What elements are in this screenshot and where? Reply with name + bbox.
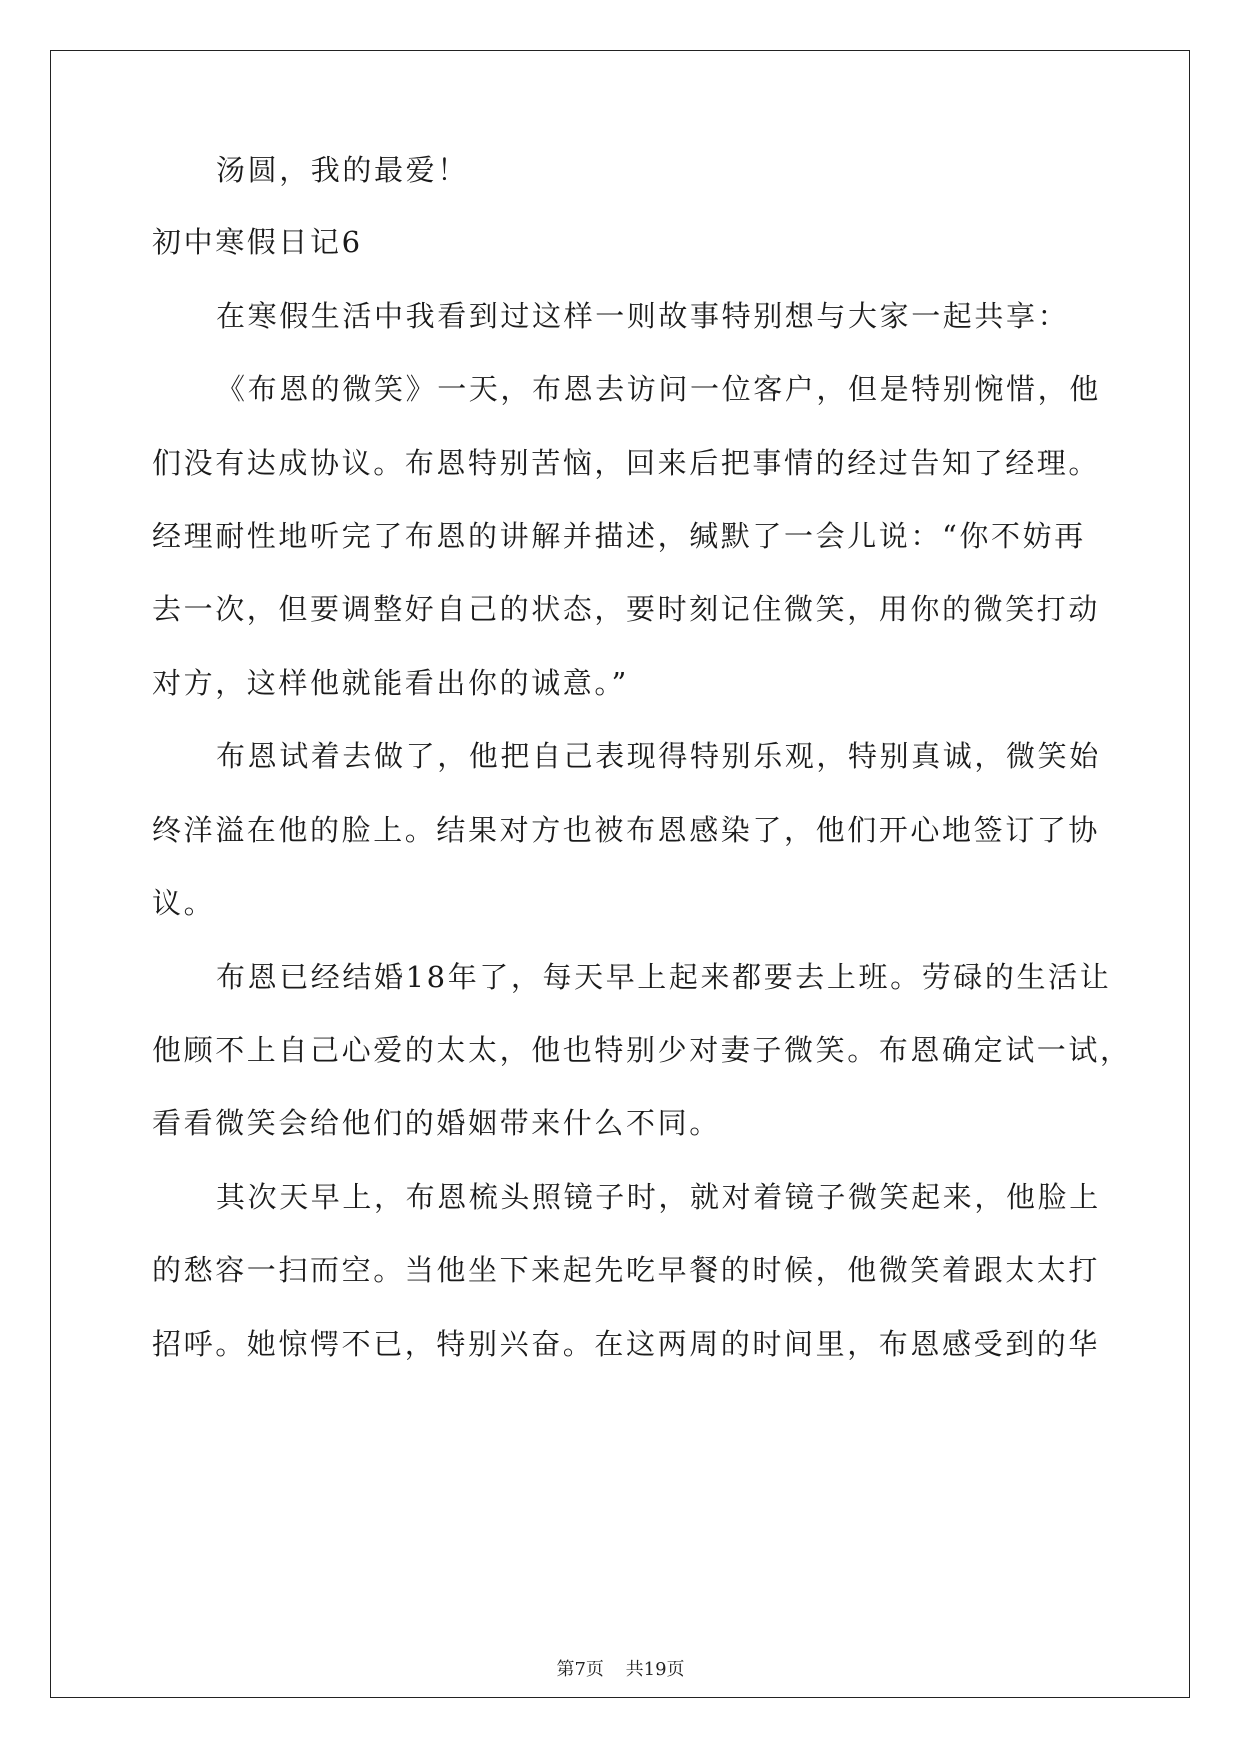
paragraph-line: 们没有达成协议。布恩特别苦恼，回来后把事情的经过告知了经理。 (152, 446, 1101, 480)
paragraph-line: 其次天早上，布恩梳头照镜子时，就对着镜子微笑起来，他脸上 (216, 1180, 1101, 1214)
paragraph-line: 布恩试着去做了，他把自己表现得特别乐观，特别真诚，微笑始 (216, 739, 1101, 773)
page-footer (0, 1658, 1241, 1682)
paragraph-line: 布恩已经结婚18年了，每天早上起来都要去上班。劳碌的生活让 (216, 960, 1112, 994)
page-number: 第7页 (556, 1659, 604, 1680)
paragraph-line: 去一次，但要调整好自己的状态，要时刻记住微笑，用你的微笑打动 (152, 592, 1101, 626)
paragraph-line: 看看微笑会给他们的婚姻带来什么不同。 (152, 1106, 721, 1140)
page-total: 共19页 (625, 1659, 685, 1680)
paragraph-line: 经理耐性地听完了布恩的讲解并描述，缄默了一会儿说：“你不妨再 (152, 519, 1086, 553)
paragraph-line: 终洋溢在他的脸上。结果对方也被布恩感染了，他们开心地签订了协 (152, 813, 1101, 847)
paragraph-line: 招呼。她惊愕不已，特别兴奋。在这两周的时间里，布恩感受到的华 (152, 1327, 1101, 1361)
paragraph-line: 议。 (152, 886, 216, 920)
paragraph-line: 《布恩的微笑》一天，布恩去访问一位客户，但是特别惋惜，他 (216, 372, 1101, 406)
paragraph-line: 对方，这样他就能看出你的诚意。” (152, 666, 629, 700)
section-heading: 初中寒假日记6 (152, 225, 363, 259)
paragraph-line: 他顾不上自己心爱的太太，他也特别少对妻子微笑。布恩确定试一试， (152, 1033, 1132, 1067)
paragraph-line: 的愁容一扫而空。当他坐下来起先吃早餐的时候，他微笑着跟太太打 (152, 1253, 1101, 1287)
paragraph-line: 汤圆，我的最爱！ (216, 153, 469, 187)
paragraph-line: 在寒假生活中我看到过这样一则故事特别想与大家一起共享： (216, 299, 1070, 333)
